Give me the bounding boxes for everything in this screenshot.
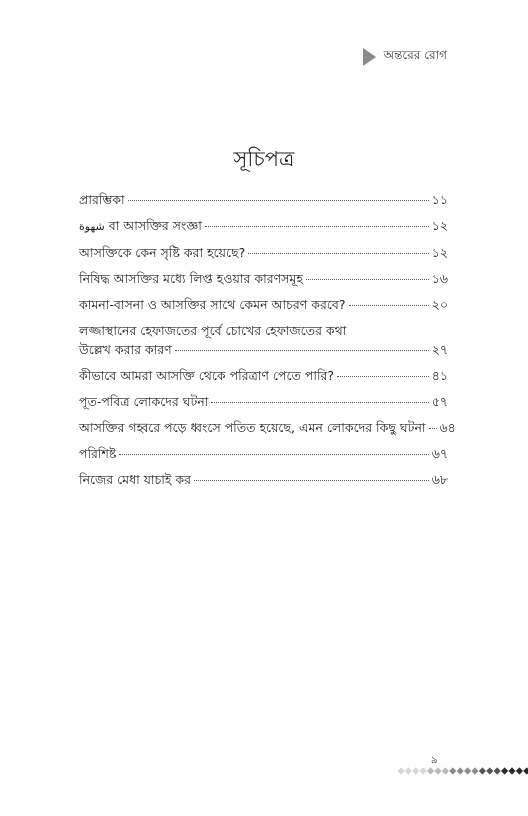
diamond-icon [486, 767, 493, 774]
toc-entry-title: পূত-পবিত্র লোকদের ঘটনা [79, 394, 209, 409]
dot-leader [194, 480, 429, 481]
toc-entry-title: আসক্তির গহ্বরে পড়ে ধ্বংসে পতিত হয়েছে, এমন লোকদের কিছু ঘটনা [79, 420, 426, 435]
toc-entry[interactable] [79, 368, 448, 384]
diamond-icon [479, 767, 486, 774]
diamond-icon [501, 767, 508, 774]
toc-entry[interactable] [79, 192, 448, 208]
toc-entry-title: কীভাবে আমরা আসক্তি থেকে পরিত্রাণ পেতে পারি? [79, 368, 335, 383]
dot-leader [248, 253, 428, 254]
diamond-icon [434, 767, 441, 774]
dot-leader [306, 279, 429, 280]
toc-page-number: ১২ [431, 218, 448, 233]
dot-leader [128, 200, 429, 201]
diamond-icon [457, 767, 464, 774]
toc-entry-title [79, 218, 202, 235]
toc-entry[interactable] [79, 323, 448, 358]
toc-page-number: ৬৮ [431, 472, 448, 487]
running-title: অন্তরের রোগ [383, 48, 447, 62]
toc-entry[interactable] [79, 245, 448, 261]
toc-page-number: ৬৪ [439, 420, 456, 435]
toc-entry[interactable] [79, 472, 448, 488]
diamond-ornament [397, 765, 528, 777]
toc-entry-title: নিজের মেধা যাচাই কর [79, 472, 192, 487]
toc-page-number: ৬৭ [431, 446, 448, 461]
toc-entry[interactable] [79, 271, 448, 287]
page-number: ৯ [431, 755, 438, 766]
dot-leader [429, 428, 437, 429]
diamond-icon [449, 767, 456, 774]
diamond-icon [442, 767, 449, 774]
diamond-icon [412, 767, 419, 774]
toc-page-number: ৫৭ [431, 394, 448, 409]
toc-entry[interactable] [79, 446, 448, 462]
toc-page-number: ২০ [431, 297, 448, 312]
toc-entry-title-line1: লজ্জাস্থানের হেফাজতের পূর্বে চোখের হেফাজতের কথা [79, 323, 347, 338]
dot-leader [205, 226, 429, 227]
toc-entry-title: নিষিদ্ধ আসক্তির মধ্যে লিপ্ত হওয়ার কারণসমূহ [79, 271, 303, 286]
play-triangle-icon [363, 48, 376, 66]
diamond-icon [464, 767, 471, 774]
dot-leader [349, 305, 429, 306]
dot-leader [175, 350, 429, 351]
toc-entry-title-text: বা আসক্তির সংজ্ঞা [108, 218, 202, 233]
diamond-icon [508, 767, 515, 774]
diamond-icon [427, 767, 434, 774]
dot-leader [119, 454, 428, 455]
diamond-icon [397, 767, 404, 774]
toc-entry[interactable] [79, 218, 448, 235]
toc-entry[interactable] [79, 420, 456, 436]
toc-entry-title: কামনা-বাসনা ও আসক্তির সাথে কেমন আচরণ করবে? [79, 297, 346, 312]
dot-leader [211, 402, 428, 403]
toc-page-number: ৪১ [431, 368, 448, 383]
page-title: সূচিপত্র [233, 147, 295, 171]
arabic-term: شهوة [79, 220, 105, 233]
toc-entry-title: প্রারম্ভিকা [79, 192, 125, 207]
toc-page-number: ১৬ [431, 271, 448, 286]
toc-entry[interactable] [79, 297, 448, 313]
toc-page-number: ২৭ [431, 342, 448, 357]
dot-leader [337, 376, 429, 377]
table-of-contents [79, 192, 456, 498]
toc-entry-title: পরিশিষ্ট [79, 446, 117, 461]
running-head [363, 47, 447, 67]
diamond-icon [494, 767, 501, 774]
diamond-icon [523, 767, 528, 774]
toc-page-number: ১১ [431, 192, 448, 207]
toc-entry[interactable] [79, 394, 448, 410]
toc-entry-title-line2: উল্লেখ করার কারণ [79, 342, 172, 357]
diamond-icon [405, 767, 412, 774]
diamond-ornament-svg [397, 765, 528, 777]
diamond-icon [516, 767, 523, 774]
toc-entry-title: আসক্তিকে কেন সৃষ্টি করা হয়েছে? [79, 245, 246, 260]
diamond-icon [471, 767, 478, 774]
toc-page-number: ১২ [431, 245, 448, 260]
diamond-icon [420, 767, 427, 774]
